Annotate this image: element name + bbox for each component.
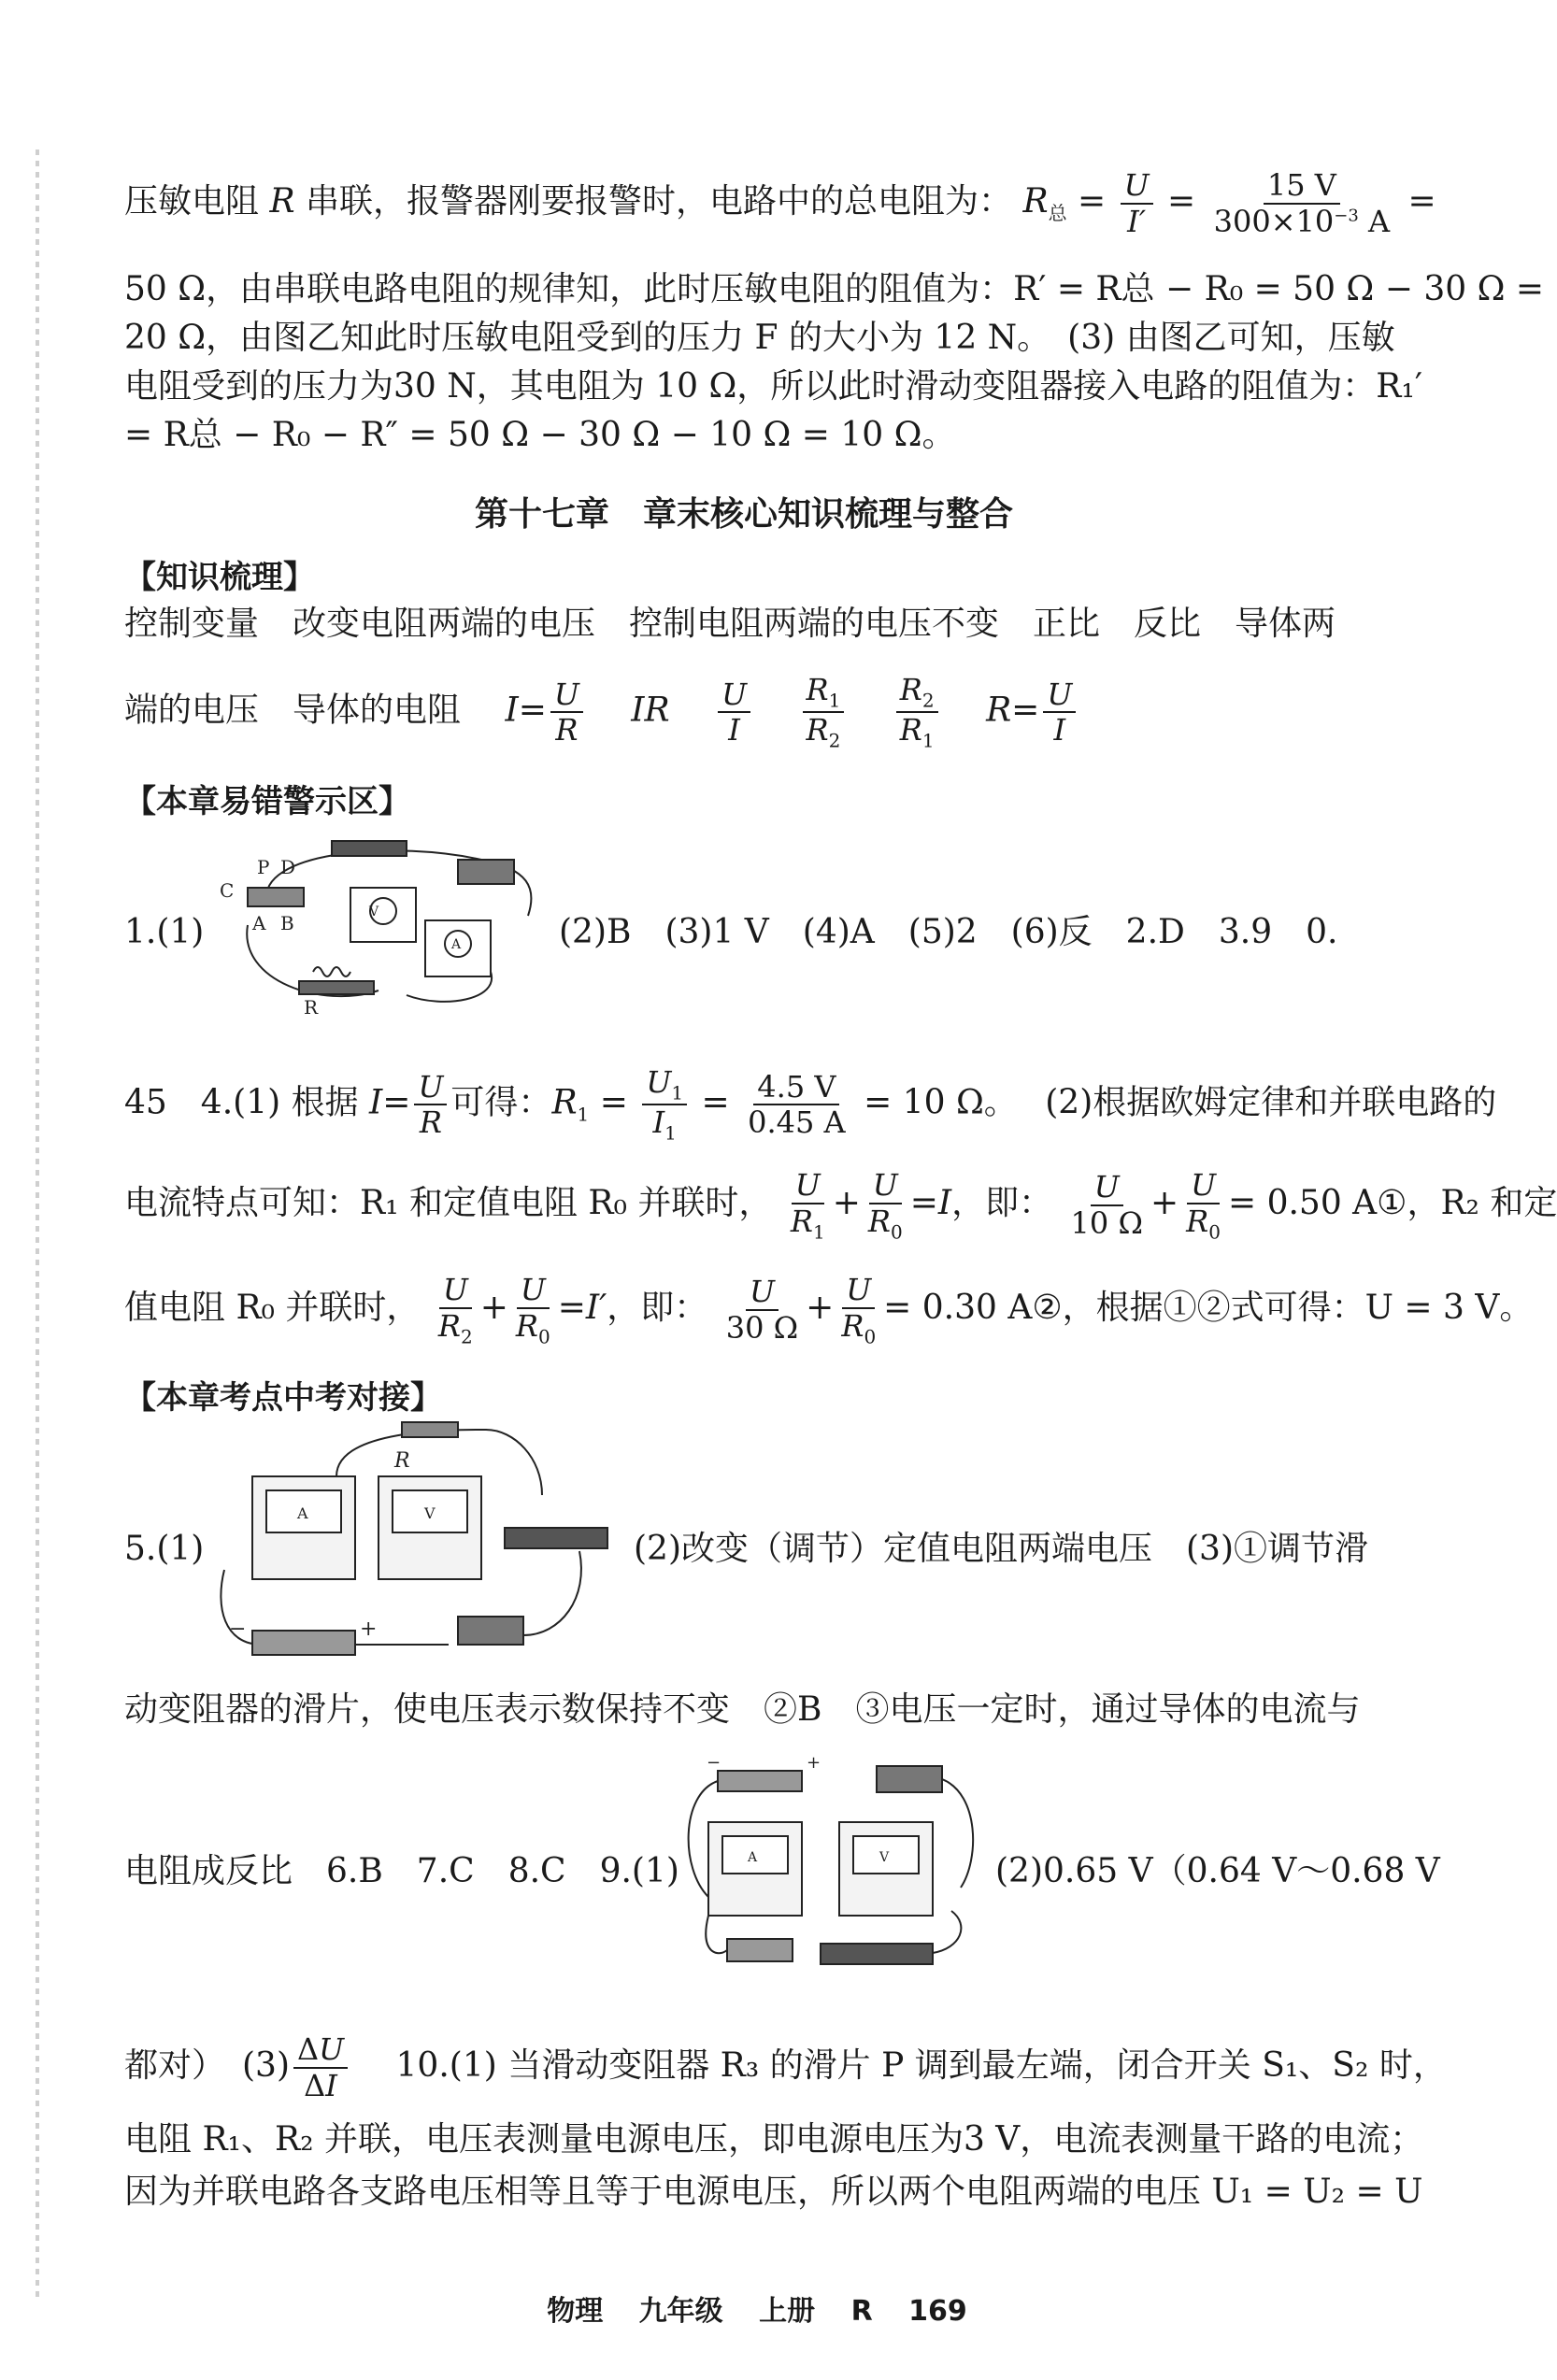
page-number: 169	[908, 2295, 967, 2328]
text-line: 电阻成反比 6.B 7.C 8.C 9.(1)	[124, 1852, 679, 1890]
circuit-diagram-3	[680, 1753, 989, 1981]
binding-margin	[36, 150, 39, 2299]
label-ammeter: A	[297, 1504, 308, 1522]
text-line: 因为并联电路各支路电压相等且等于电源电压，所以两个电阻两端的电压 U₁ = U₂ = U	[124, 2173, 1423, 2211]
fraction: $\frac{U}{I'}$	[1121, 168, 1153, 239]
fraction: $\frac{U}{R}$	[414, 1070, 447, 1141]
fraction: $\frac{\Delta U}{\Delta I}$	[293, 2032, 348, 2103]
text-line: 动变阻器的滑片，使电压表示数保持不变 ②B ③电压一定时，通过导体的电流与	[124, 1690, 1361, 1729]
text-line: (2)B (3)1 V (4)A (5)2 (6)反 2.D 3.9 0.	[559, 913, 1338, 951]
label-v: V	[369, 905, 379, 919]
text-line: 都对） (3) $\frac{\Delta U}{\Delta I}$ 10.(1) 当滑动变阻器 R₃ 的滑片 P 调到最左端，闭合开关 S₁、S₂ 时，	[124, 2031, 1447, 2103]
fraction: $\frac{U}{30 \Omega}$	[725, 1274, 799, 1347]
section-title-knowledge: 【知识梳理】	[124, 559, 315, 596]
label-r: R	[394, 1449, 410, 1473]
label-r: R	[304, 996, 319, 1019]
circuit-diagram-2	[206, 1420, 617, 1673]
text-line: (2)改变（调节）定值电阻两端电压 (3)①调节滑	[634, 1530, 1368, 1568]
fraction: $\frac{R_1}{R_2}$	[803, 673, 845, 752]
fraction: $\frac{U}{R_1}$	[790, 1167, 825, 1244]
label-minus: −	[229, 1618, 247, 1641]
fraction: $\frac{U}{I}$	[718, 677, 750, 748]
fraction: $\frac{4.5 V}{0.45 A}$	[748, 1068, 846, 1141]
text-line: 50 Ω，由串联电路电阻的规律知，此时压敏电阻的阻值为：R′ = R总 − R₀ = 50 Ω − 30 Ω =	[124, 270, 1545, 308]
fraction: $\frac{U_1}{I_1}$	[642, 1065, 687, 1145]
label-d: D	[280, 856, 296, 878]
page-footer	[0, 2287, 1514, 2329]
label-v: V	[424, 1504, 436, 1522]
circuit-diagram-1	[210, 832, 547, 1019]
fraction: $\frac{U}{R_2}$	[437, 1272, 473, 1348]
label-plus: +	[807, 1753, 821, 1773]
text-line: 端的电压 导体的电阻 I= $\frac{U}{R}$ IR $\frac{U}{I}$ $\frac{R_1}{R_2}$ $\frac{R_2}{R_1}$ R= $\frac{U}{I}$	[124, 673, 1414, 752]
label-v: V	[879, 1850, 890, 1865]
text-line: (2)0.65 V（0.64 V～0.68 V	[995, 1852, 1440, 1890]
fraction: $\frac{U}{R_0}$	[1186, 1167, 1221, 1244]
fraction: $\frac{R_2}{R_1}$	[896, 673, 938, 752]
text-line: 45 4.(1) 根据 I= $\frac{U}{R}$ 可得：$R_1$ = $\frac{U_1}{I_1}$ = $\frac{4.5 V}{0.45 A}$ = 10 Ω。 (2)根据欧姆定律和并联电路的	[124, 1064, 1497, 1145]
chapter-title: 第十七章 章末核心知识梳理与整合	[475, 495, 1014, 534]
fraction: $\frac{U}{R_0}$	[515, 1272, 550, 1348]
text-line: 20 Ω，由图乙知此时压敏电阻受到的压力 F 的大小为 12 N。 (3) 由图乙可知，压敏	[124, 319, 1395, 357]
label-p: P	[257, 856, 270, 878]
footer-volume: 上册	[759, 2295, 816, 2328]
fraction: $\frac{U}{I}$	[1043, 677, 1076, 748]
text-line: 值电阻 R₀ 并联时， $\frac{U}{R_2}$ + $\frac{U}{R_0}$ =I′，即： $\frac{U}{30 \Omega}$ + $\frac{U}{R_0}$ = 0.30 A②，根据①②式可得：U = 3 V。	[124, 1272, 1534, 1348]
section-title-errors: 【本章易错警示区】	[124, 783, 410, 820]
fraction: $\frac{U}{R}$	[550, 677, 583, 748]
text-line: 控制变量 改变电阻两端的电压 控制电阻两端的电压不变 正比 反比 导体两	[124, 605, 1336, 643]
label-ammeter: A	[451, 937, 462, 952]
label-a: A	[252, 912, 266, 934]
label-ammeter: A	[748, 1850, 758, 1865]
text-line: 5.(1)	[124, 1530, 205, 1568]
text-line: 电阻 R₁、R₂ 并联，电压表测量电源电压，即电源电压为3 V，电流表测量干路的电流；	[124, 2120, 1424, 2159]
text-line: 电阻受到的压力为30 N，其电阻为 10 Ω，所以此时滑动变阻器接入电路的阻值为：R₁′	[124, 367, 1423, 406]
label-b: B	[280, 912, 294, 934]
label-c: C	[220, 879, 235, 902]
fraction: $\frac{U}{R_0}$	[867, 1167, 903, 1244]
text-line: 压敏电阻 R 串联，报警器刚要报警时，电路中的总电阻为： $R_总$ = $\frac{U}{I'}$ = $\frac{15 V}{300\times 10^{-3} A}$ =	[124, 167, 1436, 239]
label-minus: −	[707, 1753, 721, 1773]
text-line: 1.(1)	[124, 913, 205, 951]
footer-edition: R	[850, 2295, 873, 2328]
footer-grade: 九年级	[638, 2295, 723, 2328]
fraction: $\frac{U}{10 \Omega}$	[1070, 1169, 1143, 1242]
label-plus: +	[360, 1618, 378, 1641]
footer-subject: 物理	[547, 2295, 604, 2328]
text-line: = R总 − R₀ − R″ = 50 Ω − 30 Ω − 10 Ω = 10 Ω。	[124, 416, 956, 454]
section-title-exam: 【本章考点中考对接】	[124, 1379, 442, 1417]
fraction: $\frac{15 V}{300\times 10^{-3} A}$	[1213, 167, 1391, 239]
text-line: 电流特点可知：R₁ 和定值电阻 R₀ 并联时， $\frac{U}{R_1}$ + $\frac{U}{R_0}$ =I，即： $\frac{U}{10 \Omega}$ + $\frac{U}{R_0}$ = 0.50 A①，R₂ 和定	[124, 1167, 1557, 1244]
fraction: $\frac{U}{R_0}$	[841, 1272, 877, 1348]
